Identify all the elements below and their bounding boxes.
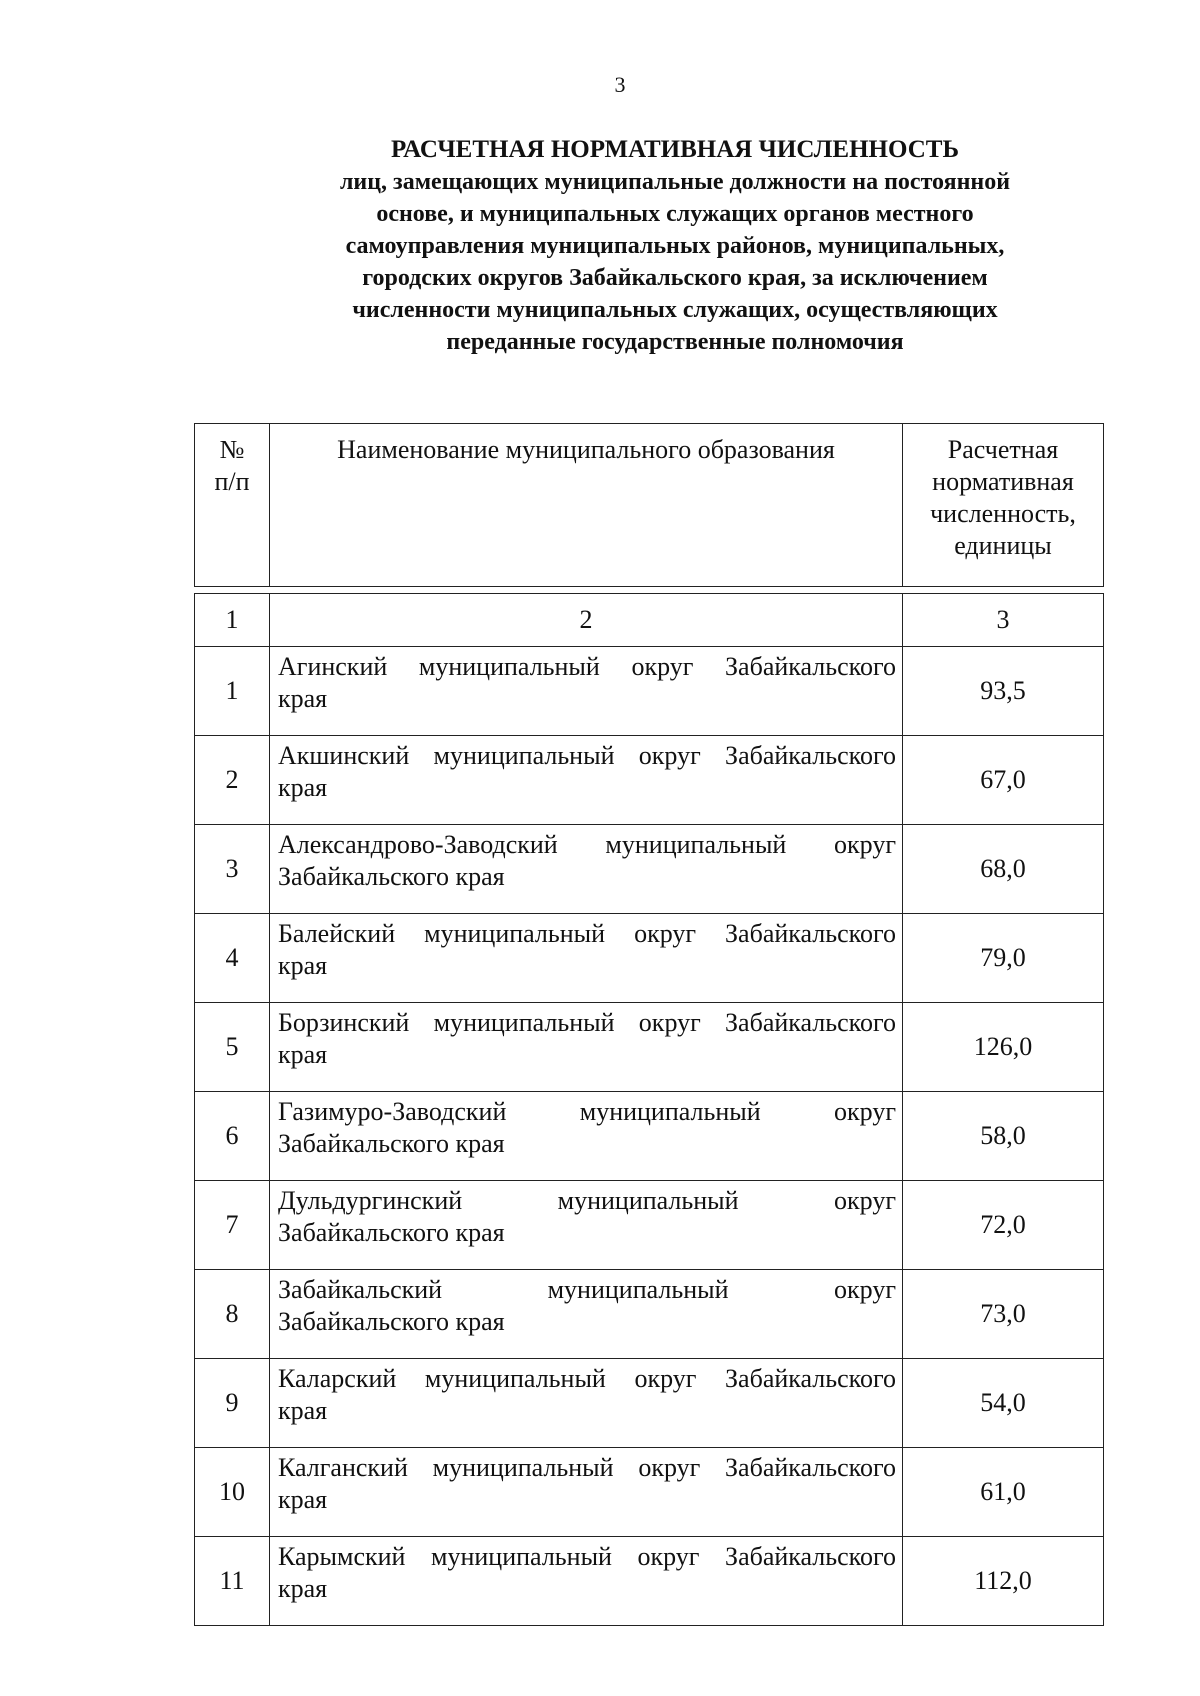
column-number: 2: [270, 594, 903, 647]
row-number: 8: [195, 1270, 270, 1359]
row-number: 1: [195, 647, 270, 736]
column-number: 1: [195, 594, 270, 647]
norm-value: 54,0: [903, 1359, 1104, 1448]
norm-value: 68,0: [903, 825, 1104, 914]
row-number: 5: [195, 1003, 270, 1092]
subtitle-line: численности муниципальных служащих, осуществляющих: [352, 297, 998, 323]
municipality-name-line: Каларский муниципальный округ Забайкальского: [278, 1364, 896, 1393]
municipality-name-line: края: [278, 684, 328, 713]
municipality-name: [270, 1270, 903, 1359]
table-row: [195, 736, 1104, 825]
row-number: 3: [195, 825, 270, 914]
header-number: [195, 424, 270, 587]
header-value-line: единицы: [954, 531, 1052, 560]
table-row: [195, 825, 1104, 914]
table-row: [195, 1092, 1104, 1181]
norm-value: 112,0: [903, 1537, 1104, 1626]
row-number: 6: [195, 1092, 270, 1181]
municipality-name: [270, 1359, 903, 1448]
subtitle-line: самоуправления муниципальных районов, муниципальных,: [345, 233, 1005, 259]
header-value-line: нормативная: [932, 467, 1074, 496]
municipality-name-line: Борзинский муниципальный округ Забайкальского: [278, 1008, 896, 1037]
municipality-name-line: края: [278, 1574, 328, 1603]
row-number: 2: [195, 736, 270, 825]
subtitle-line: городских округов Забайкальского края, за исключением: [362, 265, 988, 291]
municipality-name-line: Забайкальский муниципальный округ: [278, 1275, 896, 1304]
norm-value: 61,0: [903, 1448, 1104, 1537]
municipality-name-line: Агинский муниципальный округ Забайкальского: [278, 652, 896, 681]
row-number: 7: [195, 1181, 270, 1270]
municipality-name-line: Забайкальского края: [278, 1129, 505, 1158]
table-row: [195, 914, 1104, 1003]
row-number: 10: [195, 1448, 270, 1537]
header-value: [903, 424, 1104, 587]
header-value-line: численность,: [930, 499, 1076, 528]
norm-value: 73,0: [903, 1270, 1104, 1359]
municipality-name-line: Забайкальского края: [278, 862, 505, 891]
municipality-name-line: края: [278, 773, 328, 802]
municipality-name-line: Балейский муниципальный округ Забайкальского: [278, 919, 896, 948]
header-value-line: Расчетная: [947, 435, 1059, 464]
municipality-name-line: Акшинский муниципальный округ Забайкальского: [278, 741, 896, 770]
row-number: 4: [195, 914, 270, 1003]
column-number: 3: [903, 594, 1104, 647]
municipality-name-line: края: [278, 951, 328, 980]
municipality-name-line: Карымский муниципальный округ Забайкальского: [278, 1542, 896, 1571]
header-separator: [195, 587, 1104, 594]
norms-table: [194, 423, 1104, 1626]
municipality-name-line: края: [278, 1485, 328, 1514]
table-row: [195, 1003, 1104, 1092]
row-number: 9: [195, 1359, 270, 1448]
norm-value: 67,0: [903, 736, 1104, 825]
norm-value: 79,0: [903, 914, 1104, 1003]
norm-value: 58,0: [903, 1092, 1104, 1181]
municipality-name: [270, 1181, 903, 1270]
norm-value: 126,0: [903, 1003, 1104, 1092]
norm-value: 72,0: [903, 1181, 1104, 1270]
row-number: 11: [195, 1537, 270, 1626]
subtitle-line: основе, и муниципальных служащих органов местного: [376, 201, 974, 227]
table-row: [195, 1448, 1104, 1537]
document-title: РАСЧЕТНАЯ НОРМАТИВНАЯ ЧИСЛЕННОСТЬ: [391, 136, 959, 163]
header-number-pp: п/п: [214, 467, 250, 496]
subtitle-line: переданные государственные полномочия: [446, 329, 904, 355]
norm-value: 93,5: [903, 647, 1104, 736]
municipality-name: [270, 1003, 903, 1092]
table-row: [195, 1270, 1104, 1359]
table-row: [195, 1181, 1104, 1270]
municipality-name-line: Газимуро-Заводский муниципальный округ: [278, 1097, 896, 1126]
municipality-name-line: Калганский муниципальный округ Забайкальского: [278, 1453, 896, 1482]
municipality-name: [270, 825, 903, 914]
page-number: 3: [614, 72, 626, 97]
municipality-name: [270, 647, 903, 736]
municipality-name-line: края: [278, 1040, 328, 1069]
municipality-name-line: Дульдургинский муниципальный округ: [278, 1186, 896, 1215]
municipality-name: [270, 1092, 903, 1181]
municipality-name-line: Александрово-Заводский муниципальный округ: [278, 830, 896, 859]
document-heading: [250, 134, 1100, 358]
municipality-name: [270, 1448, 903, 1537]
table-row: [195, 647, 1104, 736]
header-number-symbol: №: [219, 435, 245, 464]
municipality-name: [270, 914, 903, 1003]
column-number-row: [195, 594, 1104, 647]
table-header-row: [195, 424, 1104, 587]
table-row: [195, 1537, 1104, 1626]
table-row: [195, 1359, 1104, 1448]
subtitle-line: лиц, замещающих муниципальные должности на постоянной: [339, 169, 1011, 195]
municipality-name: [270, 736, 903, 825]
municipality-name-line: Забайкальского края: [278, 1307, 505, 1336]
municipality-name: [270, 1537, 903, 1626]
header-name: Наименование муниципального образования: [270, 424, 903, 587]
municipality-name-line: Забайкальского края: [278, 1218, 505, 1247]
municipality-name-line: края: [278, 1396, 328, 1425]
